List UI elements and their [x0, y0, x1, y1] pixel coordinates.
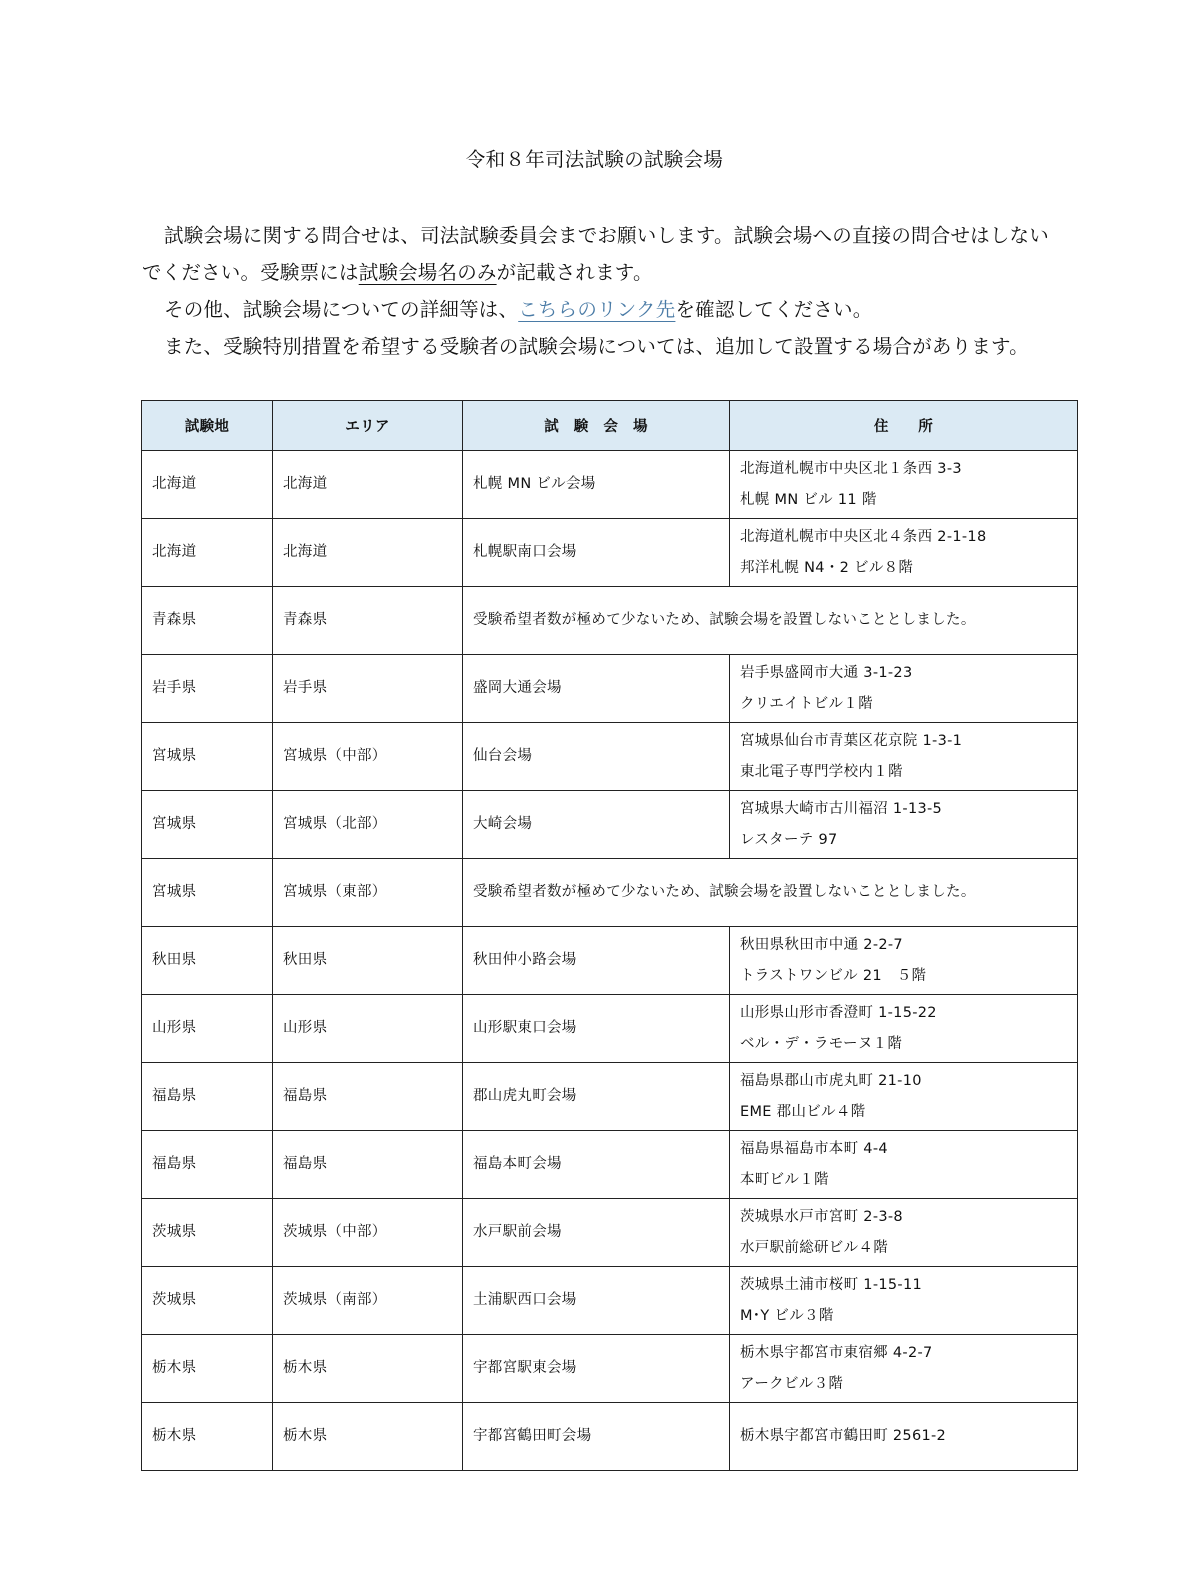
table-row — [142, 587, 1078, 655]
address-line-1: 北海道札幌市中央区北１条西 3-3 — [740, 460, 962, 477]
address-line-1: 北海道札幌市中央区北４条西 2-1-18 — [740, 528, 987, 545]
address-line-1: 山形県山形市香澄町 1-15-22 — [740, 1004, 937, 1021]
address-line-1: 栃木県宇都宮市鶴田町 2561-2 — [740, 1428, 947, 1444]
exam-site-cell: 山形県 — [142, 995, 273, 1063]
intro-p1-tail: が記載されます。 — [496, 261, 653, 284]
address-line-1: 秋田県秋田市中通 2-2-7 — [740, 936, 903, 953]
table-row — [142, 519, 1078, 587]
area-cell: 茨城県（南部） — [273, 1267, 463, 1335]
page-title: 令和８年司法試験の試験会場 — [465, 148, 724, 171]
exam-site-cell: 栃木県 — [142, 1335, 273, 1403]
exam-site-cell: 青森県 — [142, 587, 273, 655]
address-cell — [730, 1131, 1078, 1199]
table-row — [142, 723, 1078, 791]
area-cell: 宮城県（中部） — [273, 723, 463, 791]
exam-site-cell: 北海道 — [142, 519, 273, 587]
table-row — [142, 1131, 1078, 1199]
table-row — [142, 451, 1078, 519]
exam-site-cell: 茨城県 — [142, 1199, 273, 1267]
area-cell: 宮城県（東部） — [273, 859, 463, 927]
venue-cell: 大崎会場 — [463, 791, 730, 859]
area-cell: 福島県 — [273, 1131, 463, 1199]
exam-site-cell: 宮城県 — [142, 791, 273, 859]
address-cell — [730, 1267, 1078, 1335]
intro-text — [142, 217, 1054, 365]
address-line-2: EME 郡山ビル４階 — [740, 1103, 866, 1120]
address-line-2: M･Y ビル３階 — [740, 1307, 834, 1324]
address-cell — [730, 927, 1078, 995]
table-row — [142, 859, 1078, 927]
area-cell: 福島県 — [273, 1063, 463, 1131]
intro-paragraph-2 — [142, 291, 1054, 328]
address-line-2: 東北電子専門学校内１階 — [740, 763, 903, 780]
exam-site-cell: 宮城県 — [142, 859, 273, 927]
venue-table — [141, 400, 1078, 1471]
area-cell: 栃木県 — [273, 1403, 463, 1471]
address-line-2: レスターテ 97 — [740, 831, 838, 848]
exam-site-cell: 茨城県 — [142, 1267, 273, 1335]
address-line-2: 邦洋札幌 N4・2 ビル８階 — [740, 559, 914, 576]
address-line-1: 岩手県盛岡市大通 3-1-23 — [740, 664, 913, 681]
table-row — [142, 655, 1078, 723]
intro-paragraph-1 — [142, 217, 1054, 291]
address-line-1: 宮城県仙台市青葉区花京院 1-3-1 — [740, 732, 963, 749]
exam-site-cell: 岩手県 — [142, 655, 273, 723]
address-cell — [730, 1199, 1078, 1267]
no-venue-notice: 受験希望者数が極めて少ないため、試験会場を設置しないこととしました。 — [463, 859, 1078, 927]
address-cell — [730, 1403, 1078, 1471]
table-row — [142, 1199, 1078, 1267]
venue-table-body — [142, 451, 1078, 1471]
venue-name-only-note: 試験会場名のみ — [358, 261, 497, 284]
area-cell: 北海道 — [273, 519, 463, 587]
address-cell — [730, 723, 1078, 791]
exam-site-cell: 福島県 — [142, 1063, 273, 1131]
address-line-2: アークビル３階 — [740, 1375, 844, 1392]
exam-site-cell: 宮城県 — [142, 723, 273, 791]
address-line-2: 水戸駅前総研ビル４階 — [740, 1239, 888, 1256]
table-row — [142, 1403, 1078, 1471]
exam-site-cell: 秋田県 — [142, 927, 273, 995]
address-cell — [730, 655, 1078, 723]
address-line-2: トラストワンビル 21 ５階 — [740, 967, 927, 984]
address-line-1: 福島県郡山市虎丸町 21-10 — [740, 1072, 922, 1089]
area-cell: 青森県 — [273, 587, 463, 655]
exam-site-cell: 栃木県 — [142, 1403, 273, 1471]
venue-cell: 宇都宮駅東会場 — [463, 1335, 730, 1403]
header-exam-site: 試験地 — [142, 401, 273, 451]
area-cell: 栃木県 — [273, 1335, 463, 1403]
venue-cell: 札幌 MN ビル会場 — [463, 451, 730, 519]
table-header-row — [142, 401, 1078, 451]
address-cell — [730, 791, 1078, 859]
venue-cell: 宇都宮鶴田町会場 — [463, 1403, 730, 1471]
address-cell — [730, 1063, 1078, 1131]
area-cell: 秋田県 — [273, 927, 463, 995]
venue-cell: 盛岡大通会場 — [463, 655, 730, 723]
area-cell: 北海道 — [273, 451, 463, 519]
table-row — [142, 791, 1078, 859]
address-cell — [730, 519, 1078, 587]
exam-site-cell: 福島県 — [142, 1131, 273, 1199]
header-address: 住 所 — [730, 401, 1078, 451]
address-cell — [730, 451, 1078, 519]
address-line-1: 茨城県水戸市宮町 2-3-8 — [740, 1208, 903, 1225]
address-line-2: ベル・デ・ラモーヌ１階 — [740, 1035, 903, 1052]
area-cell: 宮城県（北部） — [273, 791, 463, 859]
details-link[interactable]: こちらのリンク先 — [518, 298, 676, 321]
venue-cell: 山形駅東口会場 — [463, 995, 730, 1063]
no-venue-notice: 受験希望者数が極めて少ないため、試験会場を設置しないこととしました。 — [463, 587, 1078, 655]
venue-cell: 郡山虎丸町会場 — [463, 1063, 730, 1131]
exam-site-cell: 北海道 — [142, 451, 273, 519]
address-cell — [730, 1335, 1078, 1403]
address-line-2: クリエイトビル１階 — [740, 695, 873, 712]
intro-paragraph-3: また、受験特別措置を希望する受験者の試験会場については、追加して設置する場合があります。 — [164, 335, 1029, 358]
header-venue: 試 験 会 場 — [463, 401, 730, 451]
intro-p2-post: を確認してください。 — [675, 298, 873, 321]
table-row — [142, 1335, 1078, 1403]
venue-cell: 福島本町会場 — [463, 1131, 730, 1199]
area-cell: 岩手県 — [273, 655, 463, 723]
intro-p2-pre: その他、試験会場についての詳細等は、 — [164, 298, 519, 321]
address-line-2: 本町ビル１階 — [740, 1171, 829, 1188]
table-row — [142, 927, 1078, 995]
address-line-1: 宮城県大崎市古川福沼 1-13-5 — [740, 800, 943, 817]
table-row — [142, 1267, 1078, 1335]
address-line-1: 福島県福島市本町 4-4 — [740, 1140, 888, 1157]
table-row — [142, 1063, 1078, 1131]
area-cell: 茨城県（中部） — [273, 1199, 463, 1267]
venue-cell: 秋田仲小路会場 — [463, 927, 730, 995]
address-line-2: 札幌 MN ビル 11 階 — [740, 491, 877, 508]
address-line-1: 栃木県宇都宮市東宿郷 4-2-7 — [740, 1344, 933, 1361]
venue-cell: 土浦駅西口会場 — [463, 1267, 730, 1335]
venue-cell: 水戸駅前会場 — [463, 1199, 730, 1267]
address-line-1: 茨城県土浦市桜町 1-15-11 — [740, 1276, 922, 1293]
table-row — [142, 995, 1078, 1063]
header-area: エリア — [273, 401, 463, 451]
address-cell — [730, 995, 1078, 1063]
venue-cell: 仙台会場 — [463, 723, 730, 791]
area-cell: 山形県 — [273, 995, 463, 1063]
venue-cell: 札幌駅南口会場 — [463, 519, 730, 587]
intro-p1-text: 試験会場に関する問合せは、司法試験委員会までお願いします。試験会場への直接の問合せはしないでください。受験票には — [142, 224, 1049, 284]
